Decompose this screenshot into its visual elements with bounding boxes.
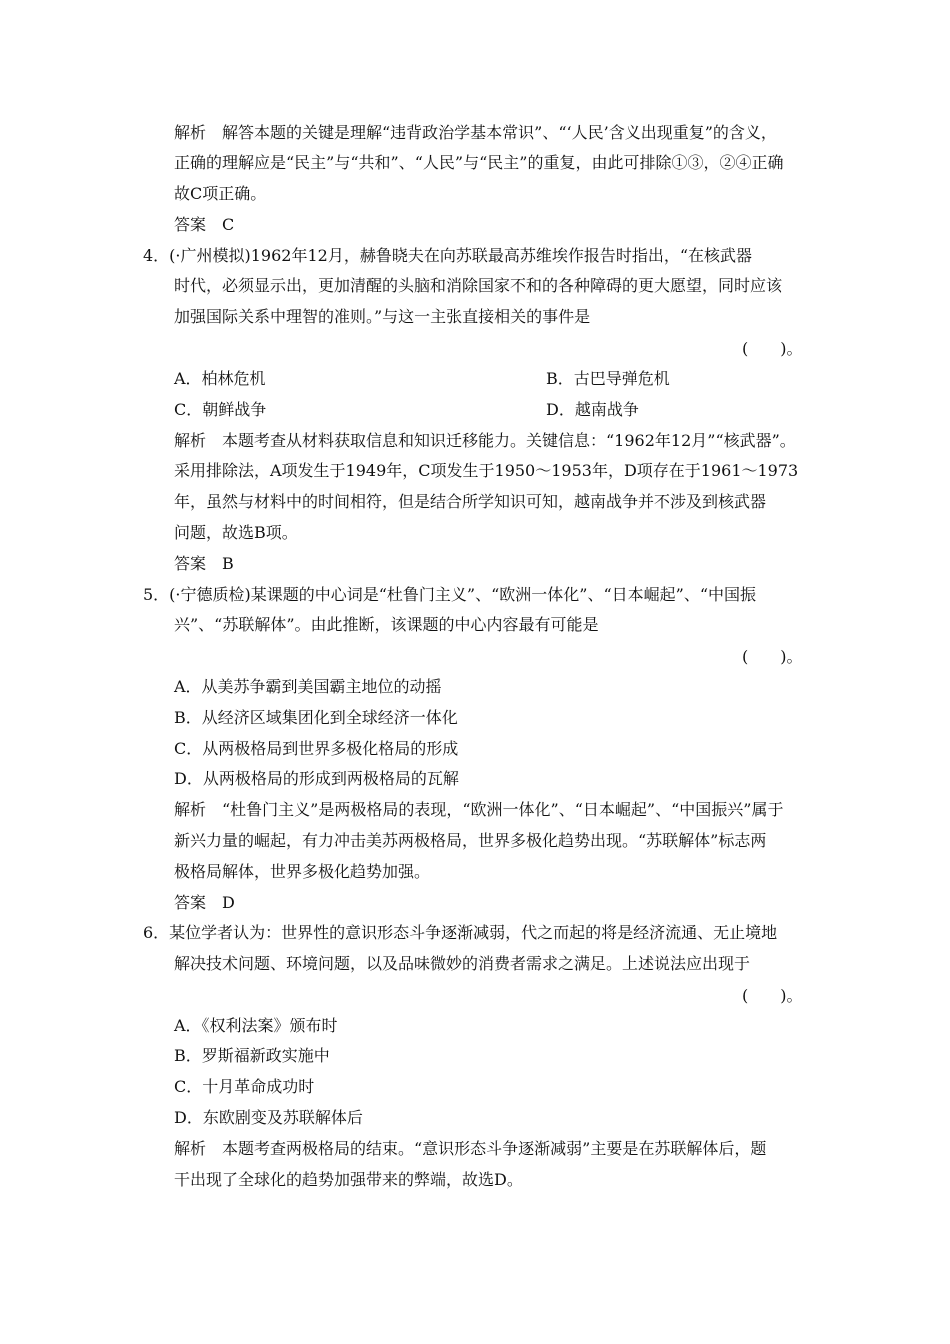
q6-stem-line-1: 6．某位学者认为：世界性的意识形态斗争逐渐减弱，代之而起的将是经济流通、无止境地 [143,923,778,942]
q3-answer: 答案 C [174,215,235,234]
q5-answer-paren: ( )。 [742,647,803,666]
q4-stem-line-2: 时代，必须显示出，更加清醒的头脑和消除国家不和的各种障碍的更大愿望，同时应该 [174,276,783,295]
q5-analysis-line-3: 极格局解体，世界多极化趋势加强。 [174,862,431,881]
q4-stem-line-3: 加强国际关系中理智的准则。”与这一主张直接相关的事件是 [174,307,591,326]
q5-stem-line-2: 兴”、“苏联解体”。由此推断，该课题的中心内容最有可能是 [174,615,599,634]
q4-answer-paren: ( )。 [742,339,803,358]
q6-option-b: B．罗斯福新政实施中 [174,1046,330,1065]
q5-option-c: C．从两极格局到世界多极化格局的形成 [174,739,459,758]
q4-analysis-line-3: 年，虽然与材料中的时间相符，但是结合所学知识可知，越南战争并不涉及到核武器 [174,492,767,511]
q6-stem-line-2: 解决技术问题、环境问题，以及品味微妙的消费者需求之满足。上述说法应出现于 [174,954,751,973]
q6-option-c: C．十月革命成功时 [174,1077,315,1096]
q5-option-d: D．从两极格局的形成到两极格局的瓦解 [174,769,459,788]
q4-option-c: C．朝鲜战争 [174,400,267,419]
q3-analysis-line-3: 故C项正确。 [174,184,267,203]
q4-option-d: D．越南战争 [546,400,639,419]
q3-analysis-line-1: 解析 解答本题的关键是理解“违背政治学基本常识”、“‘人民’含义出现重复”的含义， [174,123,777,142]
q4-analysis-line-4: 问题，故选B项。 [174,523,298,542]
q4-stem-line-1: 4．(·广州模拟)1962年12月，赫鲁晓夫在向苏联最高苏维埃作报告时指出，“在核武器 [143,246,753,265]
q5-answer: 答案 D [174,893,235,912]
q5-option-b: B．从经济区域集团化到全球经济一体化 [174,708,458,727]
q5-stem-line-1: 5．(·宁德质检)某课题的中心词是“杜鲁门主义”、“欧洲一体化”、“日本崛起”、“中国振 [143,585,757,604]
q4-analysis-line-1: 解析 本题考查从材料获取信息和知识迁移能力。关键信息：“1962年12月”“核武器”。 [174,431,796,450]
q3-analysis-line-2: 正确的理解应是“民主”与“共和”、“人民”与“民主”的重复，由此可排除①③，②④正确 [174,153,784,172]
q4-answer: 答案 B [174,554,234,573]
q6-analysis-line-1: 解析 本题考查两极格局的结束。“意识形态斗争逐渐减弱”主要是在苏联解体后，题 [174,1139,767,1158]
q6-answer-paren: ( )。 [742,986,803,1005]
q5-analysis-line-1: 解析 “杜鲁门主义”是两极格局的表现，“欧洲一体化”、“日本崛起”、“中国振兴”属于 [174,800,784,819]
q4-option-a: A．柏林危机 [174,369,266,388]
q6-analysis-line-2: 干出现了全球化的趋势加强带来的弊端，故选D。 [174,1170,523,1189]
q6-option-a: A．《权利法案》颁布时 [174,1016,338,1035]
q4-analysis-line-2: 采用排除法，A项发生于1949年，C项发生于1950～1953年，D项存在于1961～1973 [174,461,799,480]
q4-option-b: B．古巴导弹危机 [546,369,670,388]
q5-analysis-line-2: 新兴力量的崛起，有力冲击美苏两极格局，世界多极化趋势出现。“苏联解体”标志两 [174,831,767,850]
q5-option-a: A．从美苏争霸到美国霸主地位的动摇 [174,677,442,696]
q6-option-d: D．东欧剧变及苏联解体后 [174,1108,363,1127]
